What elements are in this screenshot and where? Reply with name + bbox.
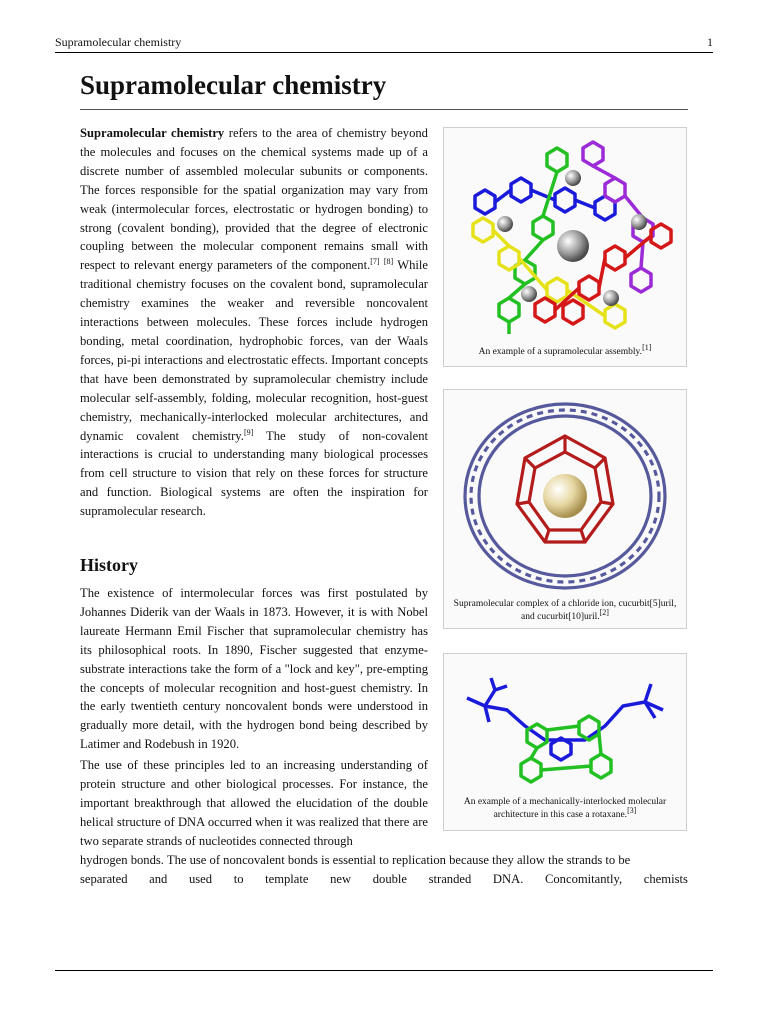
header-rule <box>55 52 713 53</box>
intro-text-2: While traditional chemistry focuses on the covalent bond, supramolecular chemistry examines the weaker and reversible noncovalent interactions between molecules. These forces include hydrogen bonding, metal coordination, hydrophobic forces, van der Waals forces, pi-pi interactions and electrostatic effects. Important concepts that have been demonstrated by supramolecular chemistry include molecular self-assembly, folding, molecular recognition, host-guest chemistry, mechanically-interlocked molecular architectures, and dynamic covalent chemistry. <box>80 258 428 443</box>
title-rule <box>80 109 688 110</box>
figure-1-caption <box>444 344 686 365</box>
history-paragraph-1 <box>80 584 428 754</box>
running-head <box>55 35 713 50</box>
word: Concomitantly, <box>544 871 623 886</box>
footer-rule <box>55 970 713 971</box>
cucurbituril-complex-image <box>455 396 675 596</box>
word: template <box>265 871 309 886</box>
word: to <box>233 871 244 886</box>
figure-1-caption-text: An example of a supramolecular assembly. <box>478 347 643 357</box>
history-paragraph-2-text: The use of these principles led to an increasing understanding of protein structure and other biological processes. For instance, the important breakthrough that allowed the elucidation of the double helical structure of DNA occurred when it was realized that there are two separate strands of nucleotides connected through <box>80 758 428 848</box>
page-title: Supramolecular chemistry <box>80 70 387 100</box>
figure-3-caption <box>444 794 686 828</box>
history-paragraph-2-continued <box>80 851 688 889</box>
intro-text-3: The study of non-covalent interactions is crucial to understanding many biological processes from cell structure to vision that rely on these forces for structure and function. Biological systems are often the inspiration for supramolecular research. <box>80 428 428 519</box>
figure-rotaxane <box>443 653 687 831</box>
supramolecular-assembly-image <box>455 134 675 344</box>
figure-1-citation[interactable]: [1] <box>642 342 652 352</box>
history-paragraph-1-text: The existence of intermolecular forces was first postulated by Johannes Diderik van der Waals in 1873. However, it is with Nobel laureate Hermann Emil Fischer that supramolecular chemistry has its philosophical roots. In 1890, Fischer suggested that enzyme-substrate interactions take the form of a "lock and key", pre-empting the concepts of molecular recognition and host-guest chemistry. In the early twentieth century noncovalent bonds were understood in gradually more detail, with the hydrogen bond being described by Latimer and Rodebush in 1920. <box>80 586 428 752</box>
history-heading: History <box>80 555 138 575</box>
history-paragraph-2-last-line <box>80 870 688 889</box>
history-paragraph-2-full-line: hydrogen bonds. The use of noncovalent bonds is essential to replication because they allow the strands to be <box>80 853 631 867</box>
chloride-ion <box>543 474 587 518</box>
macrocycle-ring <box>521 716 611 782</box>
page-number: 1 <box>707 35 713 49</box>
citation-9[interactable]: [9] <box>243 427 254 437</box>
word: chemists <box>643 871 688 886</box>
citation-7[interactable]: [7] <box>370 257 380 267</box>
intro-term: Supramolecular chemistry <box>80 126 225 140</box>
rotaxane-image <box>455 660 675 794</box>
word: new <box>330 871 352 886</box>
running-head-title: Supramolecular chemistry <box>55 35 182 49</box>
intro-paragraph <box>80 124 428 521</box>
figure-3-citation[interactable]: [3] <box>627 805 637 815</box>
figure-supramolecular-assembly <box>443 127 687 367</box>
history-paragraph-2 <box>80 756 428 851</box>
word: DNA. <box>492 871 524 886</box>
word: separated <box>80 871 128 886</box>
figure-2-citation[interactable]: [2] <box>599 607 609 617</box>
word: and <box>149 871 168 886</box>
figure-2-caption-text: Supramolecular complex of a chloride ion, cucurbit[5]uril, and cucurbit[10]uril. <box>453 599 677 622</box>
word: double <box>372 871 407 886</box>
citation-8[interactable]: [8] <box>383 257 394 267</box>
figure-3-caption-text: An example of a mechanically-interlocked molecular architecture in this case a rotaxane. <box>463 797 667 820</box>
figure-2-caption <box>444 596 686 630</box>
intro-text-1: refers to the area of chemistry beyond the molecules and focuses on the chemical systems made up of a discrete number of assembled molecular subunits or components. The forces responsible for the spatial organization may vary from weak (intermolecular forces, electrostatic or hydrogen bonding) to strong (covalent bonding), provided that the degree of electronic coupling between the molecular component remains small with respect to relevant energy parameters of the component. <box>80 126 428 273</box>
axle-molecule <box>467 678 663 760</box>
word: used <box>188 871 213 886</box>
figure-cucurbituril-complex <box>443 389 687 629</box>
word: stranded <box>428 871 472 886</box>
